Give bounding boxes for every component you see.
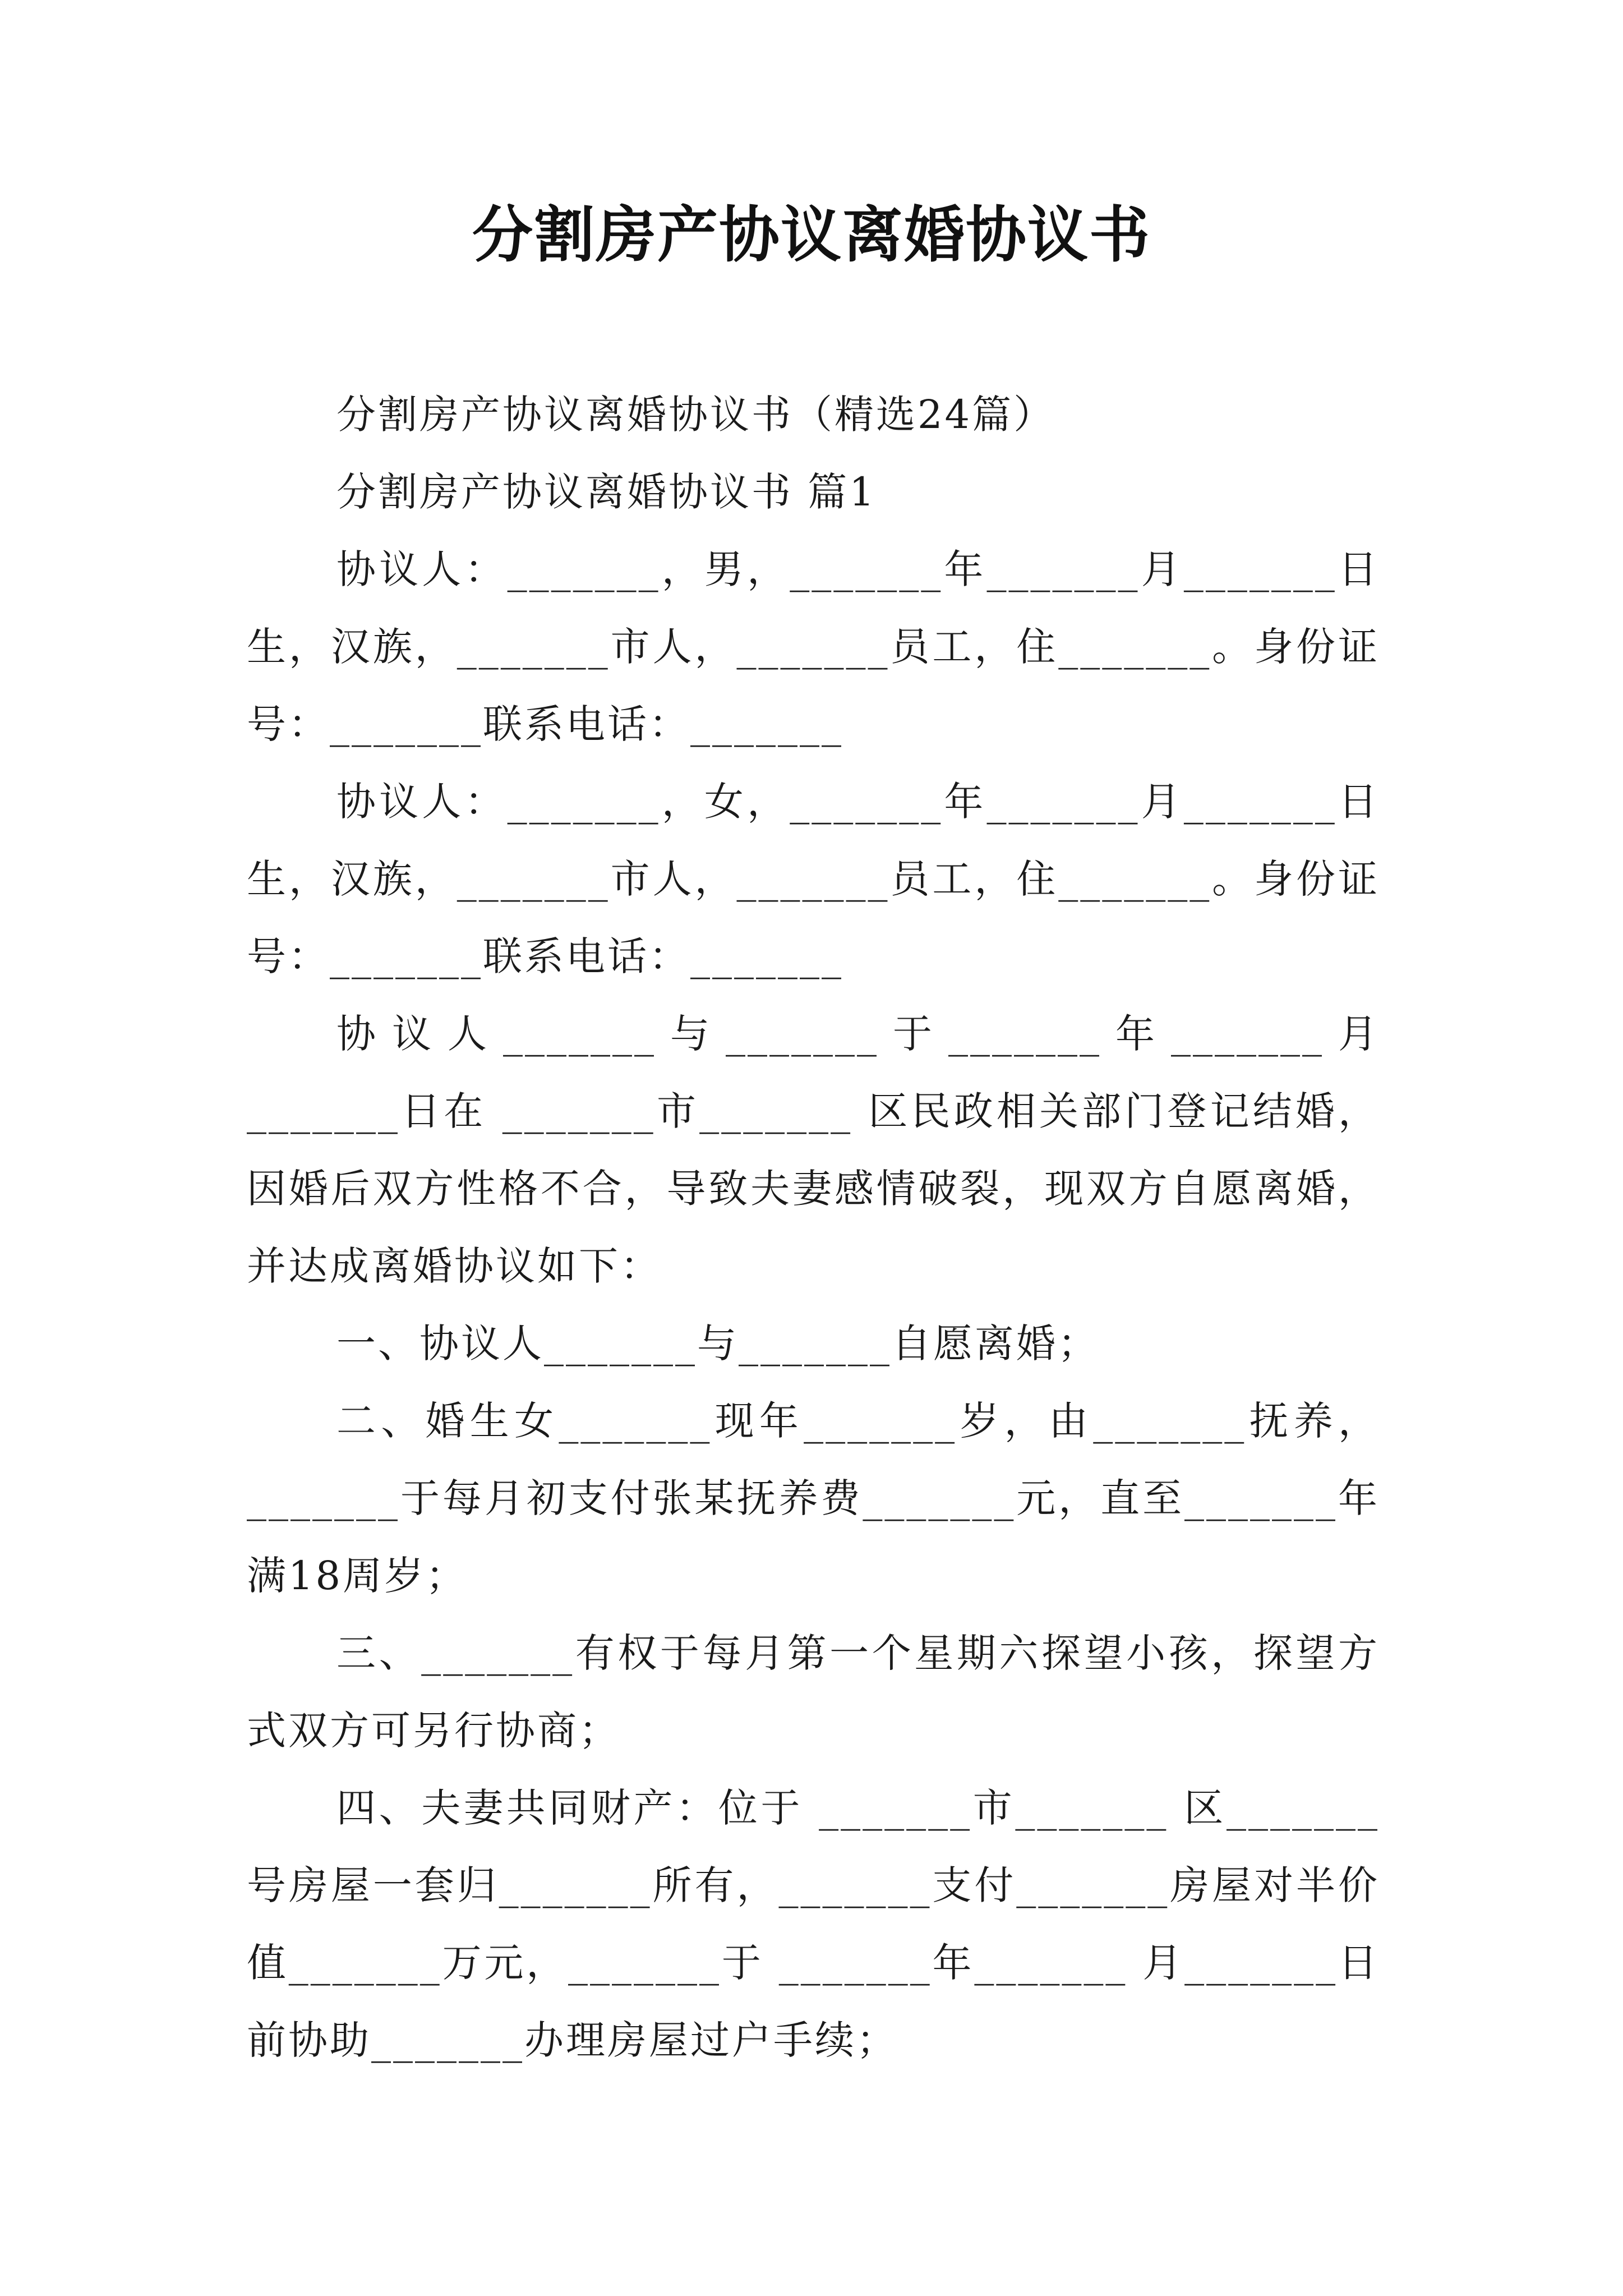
paragraph-marriage-registration: 协议人_______与_______于_______年_______月_______日在 _______市_______ 区民政相关部门登记结婚，因婚后双方性格不合，导致夫妻感情破裂，现双方自愿离婚，并达成离婚协议如下： [247,1011,1380,1289]
clause-1-divorce: 一、协议人_______与_______自愿离婚； [336,1320,1099,1366]
document-title: 分割房产协议离婚协议书 [472,200,1151,270]
paragraph-party-female: 协议人：_______，女，_______年_______月_______日生，汉族，_______市人，_______员工，住_______。身份证号：_______联系电话：_______ [247,779,1380,979]
document-body [247,376,1380,2079]
paragraph-party-male: 协议人：_______，男，_______年_______月_______日生，汉族，_______市人，_______员工，住_______。身份证号：_______联系电话：_______ [247,546,1380,747]
section-heading: 分割房产协议离婚协议书 篇1 [336,469,877,515]
clause-4-property: 四、夫妻共同财产：位于 _______市_______ 区_______号房屋一套归_______所有，_______支付_______房屋对半价值_______万元，_______于 _______年_______ 月_______日前协助_______办理房屋过户手续； [247,1785,1380,2063]
clause-3-visitation: 三、_______有权于每月第一个星期六探望小孩，探望方式双方可另行协商； [247,1630,1380,1754]
document-subtitle: 分割房产协议离婚协议书（精选24篇） [336,392,1055,438]
clause-2-child-custody: 二、婚生女_______现年_______岁，由_______抚养，_______于每月初支付张某抚养费_______元，直至_______年满18周岁； [247,1398,1380,1599]
